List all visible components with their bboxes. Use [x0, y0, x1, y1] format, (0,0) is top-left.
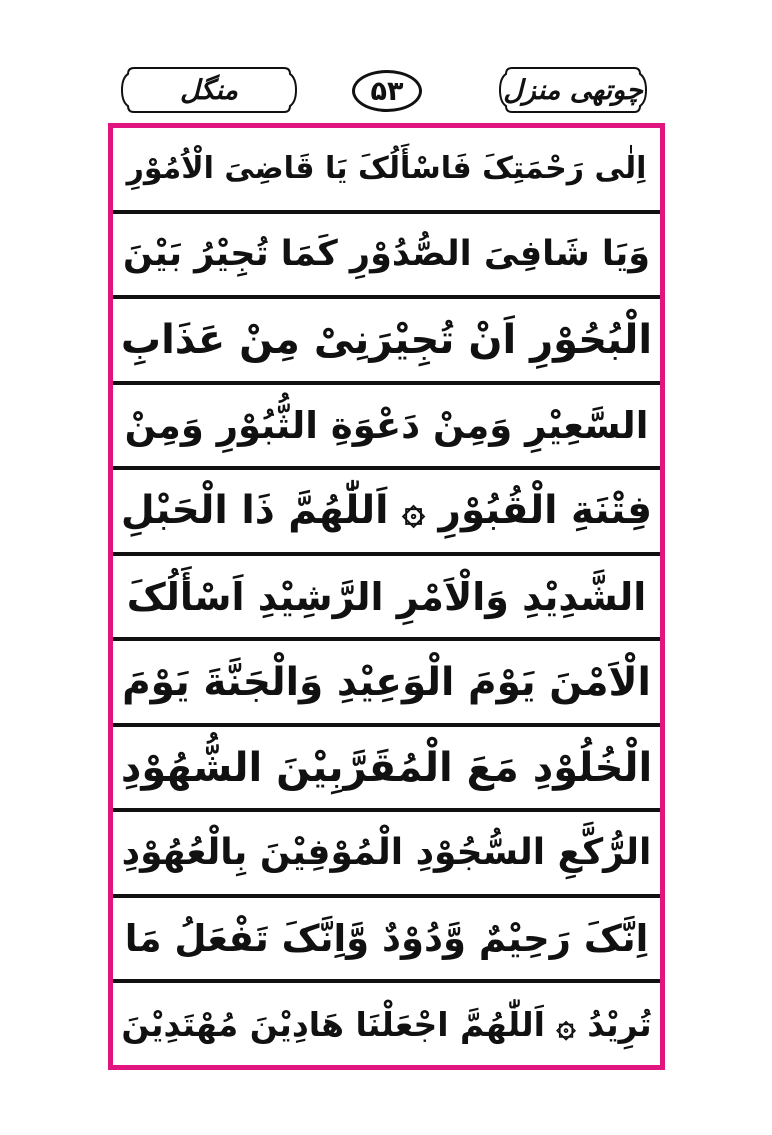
verse-text: الْخُلُوْدِ مَعَ الْمُقَرَّبِیْنَ الشُّهُوْدِ [120, 744, 653, 791]
text-line [113, 983, 660, 1065]
verse-text: فِتْنَةِ الْقُبُوْرِ ۞ اَللّٰهُمَّ ذَا الْحَبْلِ [120, 488, 653, 534]
verse-text: الْاَمْنَ یَوْمَ الْوَعِیْدِ وَالْجَنَّةَ یَوْمَ [122, 659, 651, 705]
verse-text: تُرِیْدُ ۞ اَللّٰهُمَّ اجْعَلْنَا هَادِیْنَ مُهْتَدِیْنَ [121, 1004, 652, 1044]
verse-text: الشَّدِیْدِ وَالْاَمْرِ الرَّشِیْدِ اَسْأَلُکَ [126, 574, 647, 619]
verse-text: اِنَّکَ رَحِیْمٌ وَّدُوْدٌ وَّاِنَّکَ تَفْعَلُ مَا [124, 917, 649, 961]
text-line [113, 299, 660, 385]
text-line [113, 214, 660, 300]
text-line [113, 812, 660, 898]
header-day-tab [120, 64, 298, 116]
header-manzil-tab [498, 64, 648, 116]
verse-text: وَیَا شَافِیَ الصُّدُوْرِ کَمَا تُجِیْرُ بَیْنَ [123, 233, 650, 274]
verse-text: الْبُحُوْرِ اَنْ تُجِیْرَنِیْ مِنْ عَذَابِ [120, 316, 653, 363]
text-line [113, 470, 660, 556]
text-line [113, 727, 660, 813]
verse-text: اِلٰی رَحْمَتِکَ فَاسْأَلُکَ یَا قَاضِیَ الْاُمُوْرِ [126, 150, 647, 186]
text-line [113, 128, 660, 214]
day-label: منگل [180, 74, 238, 106]
page-number: ۵۳ [352, 70, 422, 112]
verse-text: السَّعِیْرِ وَمِنْ دَعْوَةِ الثُّبُوْرِ وَمِنْ [124, 403, 649, 447]
text-line [113, 385, 660, 471]
manzil-label: چوتھی منزل [503, 74, 643, 106]
verse-text: الرُّکَّعِ السُّجُوْدِ الْمُوْفِیْنَ بِالْعُهُوْدِ [121, 832, 652, 874]
text-line [113, 641, 660, 727]
text-line [113, 556, 660, 642]
text-frame [108, 123, 665, 1070]
text-line [113, 898, 660, 984]
